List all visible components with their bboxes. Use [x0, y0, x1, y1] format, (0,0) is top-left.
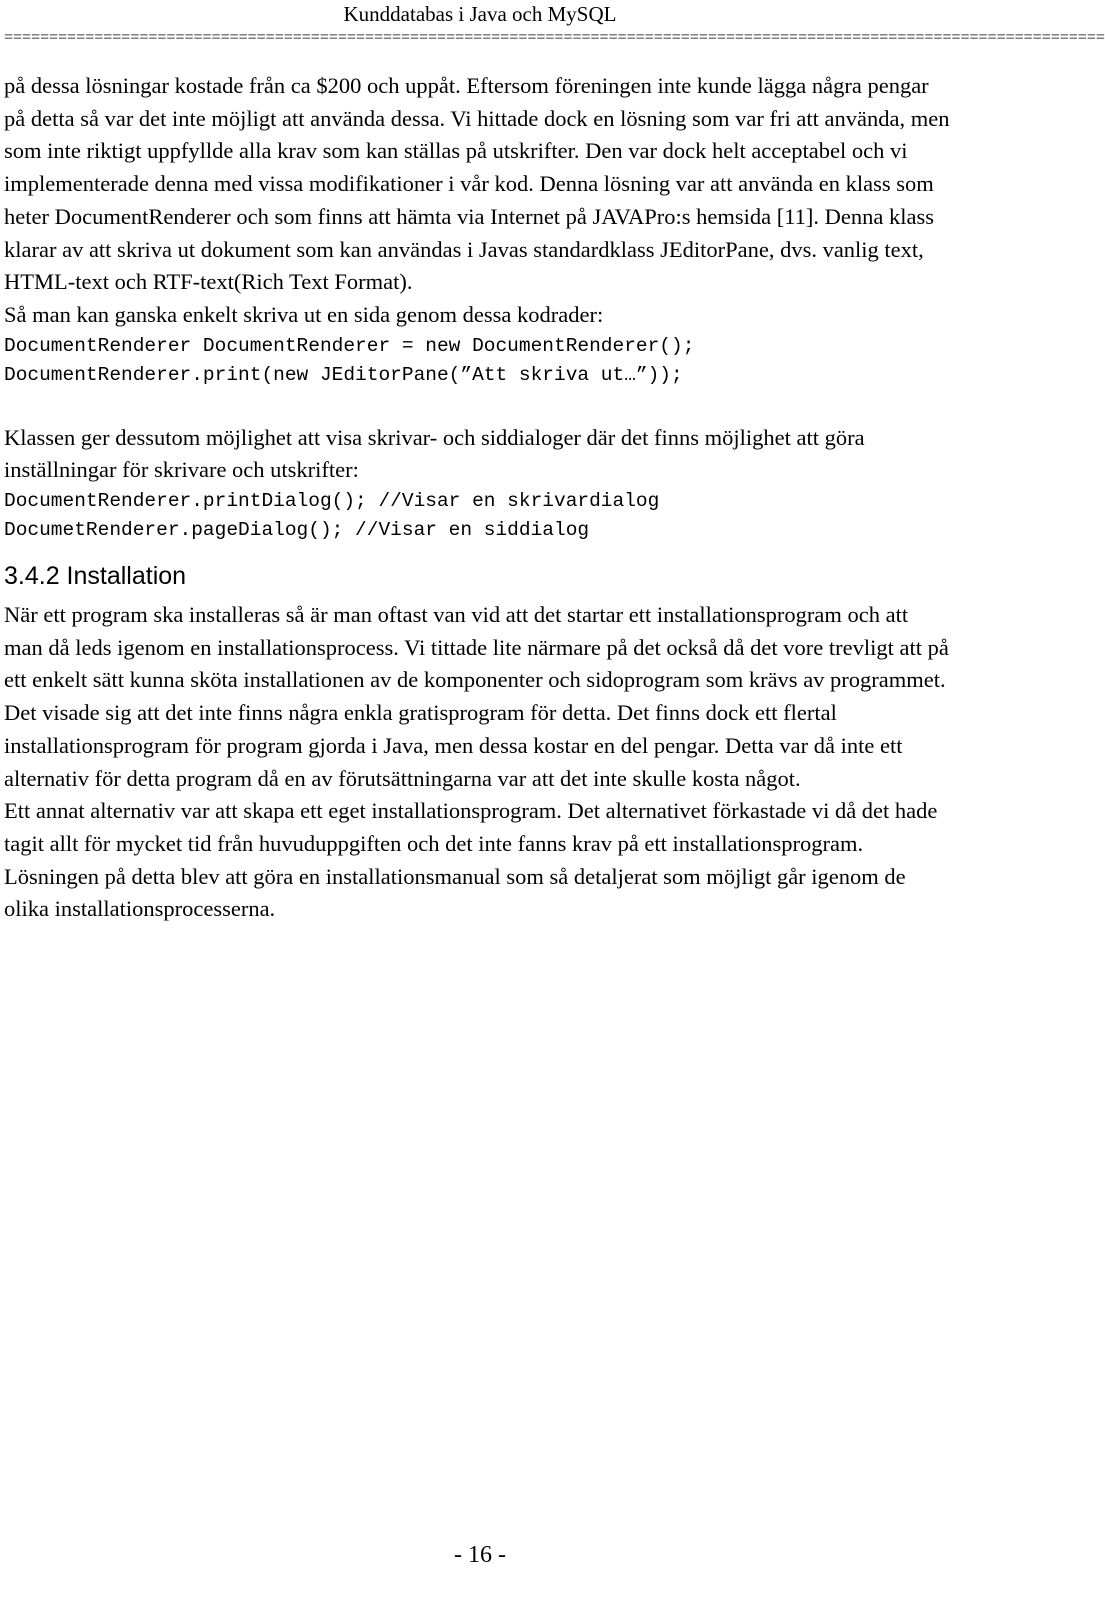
- page-number: - 16 -: [454, 1542, 506, 1568]
- header-divider: ==========================================================================================================================: [4, 29, 1105, 46]
- body-paragraph: Ett annat alternativ var att skapa ett eget installationsprogram. Det alternativet förkastade vi då det hade tagit allt för mycket tid från huvuduppgiften och det inte fanns krav på ett installationsprogram. Lösningen på detta blev att göra en installationsmanual som så detaljerat som möjligt går igenom de olika installationsprocesserna.: [4, 798, 938, 922]
- code-line: DocumentRenderer.print(new JEditorPane(”Att skriva ut…”));: [4, 363, 683, 386]
- body-paragraph: på dessa lösningar kostade från ca $200 och uppåt. Eftersom föreningen inte kunde lägga några pengar på detta så var det inte möjligt att använda dessa. Vi hittade dock en lösning som var fri att använda, men som inte riktigt uppfyllde alla krav som kan ställas på utskrifter. Den var dock helt acceptabel och vi implementerade denna med vissa modifikationer i vår kod. Denna lösning var att använda en klass som heter DocumentRenderer och som finns att hämta via Internet på JAVAPro:s hemsida [11]. Denna klass klarar av att skriva ut dokument som kan användas i Javas standardklass JEditorPane, dvs. vanlig text, HTML-text och RTF-text(Rich Text Format).: [4, 73, 950, 295]
- body-paragraph: Klassen ger dessutom möjlighet att visa skrivar- och siddialoger där det finns möjlighet att göra inställningar för skrivare och utskrifter:: [4, 424, 865, 483]
- body-paragraph: När ett program ska installeras så är man oftast van vid att det startar ett installationsprogram och att man då leds igenom en installationsprocess. Vi tittade lite närmare på det också då det vore trevligt att på ett enkelt sätt kunna sköta installationen av de komponenter och sidoprogram som krävs av programmet. Det visade sig att det inte finns några enkla gratisprogram för detta. Det finns dock ett flertal installationsprogram för program gjorda i Java, men dessa kostar en del pengar. Detta var då inte ett alternativ för detta program då en av förutsättningarna var att det inte skulle kosta något.: [4, 602, 949, 791]
- code-line: DocumetRenderer.pageDialog(); //Visar en siddialog: [4, 519, 590, 542]
- code-line: DocumentRenderer.printDialog(); //Visar en skrivardialog: [4, 490, 660, 513]
- page-header-title: Kunddatabas i Java och MySQL: [343, 2, 617, 26]
- section-heading: 3.4.2 Installation: [4, 562, 187, 591]
- code-line: DocumentRenderer DocumentRenderer = new DocumentRenderer();: [4, 334, 695, 357]
- document-body: [4, 70, 952, 926]
- body-paragraph: Så man kan ganska enkelt skriva ut en sida genom dessa kodrader:: [4, 301, 604, 327]
